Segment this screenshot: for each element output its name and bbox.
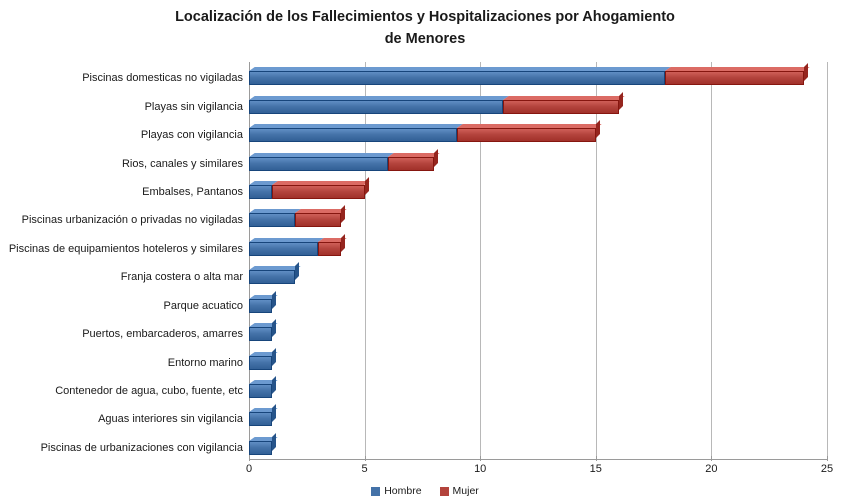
chart-title-line-2: de Menores xyxy=(384,31,466,47)
stacked-bar[interactable] xyxy=(249,441,272,455)
bar-row xyxy=(249,128,827,142)
bar-row xyxy=(249,185,827,199)
value-tick-label: 0 xyxy=(245,463,253,475)
bar-segment-hombre[interactable] xyxy=(249,270,295,284)
stacked-bar[interactable] xyxy=(249,242,341,256)
bar-side-face xyxy=(272,319,276,337)
category-label: Playas sin vigilancia xyxy=(144,100,243,113)
bar-face xyxy=(272,185,364,199)
category-label: Playas con vigilancia xyxy=(140,129,243,142)
chart-title-line-1: Localización de los Fallecimientos y Hospitalizaciones por Ahogamiento xyxy=(175,9,675,25)
bar-face xyxy=(249,100,503,114)
value-tick-mark xyxy=(596,456,597,461)
bar-face xyxy=(457,128,596,142)
bar-top-face xyxy=(665,67,809,71)
bar-segment-hombre[interactable] xyxy=(249,128,457,142)
gridline xyxy=(827,62,828,460)
bar-face xyxy=(249,412,272,426)
bar-row xyxy=(249,299,827,313)
bar-row xyxy=(249,412,827,426)
stacked-bar[interactable] xyxy=(249,128,596,142)
bar-row xyxy=(249,71,827,85)
stacked-bar[interactable] xyxy=(249,185,365,199)
value-tick-label: 5 xyxy=(361,463,368,475)
stacked-bar[interactable] xyxy=(249,327,272,341)
bar-side-face xyxy=(365,177,369,195)
bar-face xyxy=(249,327,272,341)
category-label: Piscinas domesticas no vigiladas xyxy=(82,72,243,85)
category-label: Contenedor de agua, cubo, fuente, etc xyxy=(55,384,243,397)
bar-face xyxy=(503,100,619,114)
bar-face xyxy=(249,213,295,227)
bar-top-face xyxy=(249,96,509,100)
bar-segment-mujer[interactable] xyxy=(318,242,341,256)
value-tick-mark xyxy=(827,456,828,461)
bar-face xyxy=(249,128,457,142)
bar-segment-mujer[interactable] xyxy=(272,185,364,199)
bar-top-face xyxy=(249,67,671,71)
bar-segment-mujer[interactable] xyxy=(295,213,341,227)
bar-segment-hombre[interactable] xyxy=(249,412,272,426)
bar-top-face xyxy=(388,153,440,157)
bar-top-face xyxy=(249,153,393,157)
bar-top-face xyxy=(272,181,370,185)
bar-top-face xyxy=(249,266,301,270)
bar-segment-mujer[interactable] xyxy=(457,128,596,142)
bar-side-face xyxy=(596,120,600,138)
bar-side-face xyxy=(272,404,276,422)
bar-face xyxy=(249,185,272,199)
bar-row xyxy=(249,270,827,284)
value-tick-mark xyxy=(249,456,250,461)
bar-face xyxy=(388,157,434,171)
stacked-bar[interactable] xyxy=(249,384,272,398)
stacked-bar[interactable] xyxy=(249,299,272,313)
bar-side-face xyxy=(272,348,276,366)
stacked-bar[interactable] xyxy=(249,270,295,284)
bar-segment-hombre[interactable] xyxy=(249,327,272,341)
category-label: Embalses, Pantanos xyxy=(142,185,243,198)
legend-item[interactable] xyxy=(440,485,479,497)
bar-segment-mujer[interactable] xyxy=(388,157,434,171)
category-label: Piscinas urbanización o privadas no vigiladas xyxy=(21,214,243,227)
bar-row xyxy=(249,100,827,114)
plot-area xyxy=(249,62,827,460)
bar-segment-hombre[interactable] xyxy=(249,213,295,227)
bar-side-face xyxy=(804,63,808,81)
value-axis xyxy=(245,461,834,481)
bar-side-face xyxy=(619,92,623,110)
bar-segment-mujer[interactable] xyxy=(665,71,804,85)
bar-top-face xyxy=(295,209,347,213)
category-axis xyxy=(0,62,243,460)
bar-row xyxy=(249,327,827,341)
stacked-bar[interactable] xyxy=(249,356,272,370)
bar-row xyxy=(249,384,827,398)
category-label: Puertos, embarcaderos, amarres xyxy=(82,328,243,341)
category-label: Aguas interiores sin vigilancia xyxy=(98,413,243,426)
category-label: Piscinas de urbanizaciones con vigilancia xyxy=(40,441,243,454)
legend-swatch xyxy=(440,487,449,496)
bar-top-face xyxy=(457,124,601,128)
bar-face xyxy=(295,213,341,227)
bar-segment-hombre[interactable] xyxy=(249,356,272,370)
category-label: Franja costera o alta mar xyxy=(120,271,243,284)
stacked-bar[interactable] xyxy=(249,71,804,85)
bar-top-face xyxy=(249,124,463,128)
bar-row xyxy=(249,213,827,227)
bar-face xyxy=(249,270,295,284)
bar-top-face xyxy=(249,238,324,242)
value-tick-label: 20 xyxy=(705,463,718,475)
bar-row xyxy=(249,242,827,256)
legend-label: Hombre xyxy=(384,485,422,497)
legend-item[interactable] xyxy=(371,485,421,497)
bar-face xyxy=(665,71,804,85)
bar-side-face xyxy=(434,149,438,167)
bar-segment-hombre[interactable] xyxy=(249,100,503,114)
value-tick-mark xyxy=(365,456,366,461)
bar-segment-hombre[interactable] xyxy=(249,441,272,455)
bar-side-face xyxy=(295,262,299,280)
bar-series-group xyxy=(249,62,827,460)
bar-face xyxy=(249,242,318,256)
chart-legend xyxy=(0,485,850,497)
bar-side-face xyxy=(272,433,276,451)
value-tick-label: 15 xyxy=(589,463,602,475)
bar-segment-hombre[interactable] xyxy=(249,299,272,313)
legend-label: Mujer xyxy=(452,485,479,497)
bar-segment-hombre[interactable] xyxy=(249,157,388,171)
stacked-bar[interactable] xyxy=(249,213,341,227)
bar-row xyxy=(249,356,827,370)
value-tick-label: 10 xyxy=(474,463,487,475)
legend-swatch xyxy=(371,487,380,496)
bar-segment-hombre[interactable] xyxy=(249,71,665,85)
bar-row xyxy=(249,157,827,171)
bar-side-face xyxy=(341,234,345,252)
category-label: Rios, canales y similares xyxy=(121,157,243,170)
bar-segment-hombre[interactable] xyxy=(249,242,318,256)
stacked-bar[interactable] xyxy=(249,100,619,114)
bar-segment-hombre[interactable] xyxy=(249,185,272,199)
bar-face xyxy=(249,299,272,313)
bar-side-face xyxy=(341,205,345,223)
category-label: Entorno marino xyxy=(167,356,243,369)
bar-face xyxy=(249,356,272,370)
value-tick-label: 25 xyxy=(820,463,834,475)
bar-face xyxy=(249,441,272,455)
bar-side-face xyxy=(272,291,276,309)
value-tick-mark xyxy=(480,456,481,461)
value-tick-mark xyxy=(711,456,712,461)
bar-segment-mujer[interactable] xyxy=(503,100,619,114)
bar-face xyxy=(249,157,388,171)
bar-face xyxy=(318,242,341,256)
chart-title xyxy=(80,6,770,50)
bar-side-face xyxy=(272,376,276,394)
bar-row xyxy=(249,441,827,455)
category-label: Piscinas de equipamientos hoteleros y similares xyxy=(8,242,243,255)
category-label: Parque acuatico xyxy=(163,299,243,312)
bar-face xyxy=(249,71,665,85)
bar-top-face xyxy=(503,96,624,100)
bar-face xyxy=(249,384,272,398)
bar-segment-hombre[interactable] xyxy=(249,384,272,398)
stacked-bar[interactable] xyxy=(249,157,434,171)
stacked-bar[interactable] xyxy=(249,412,272,426)
